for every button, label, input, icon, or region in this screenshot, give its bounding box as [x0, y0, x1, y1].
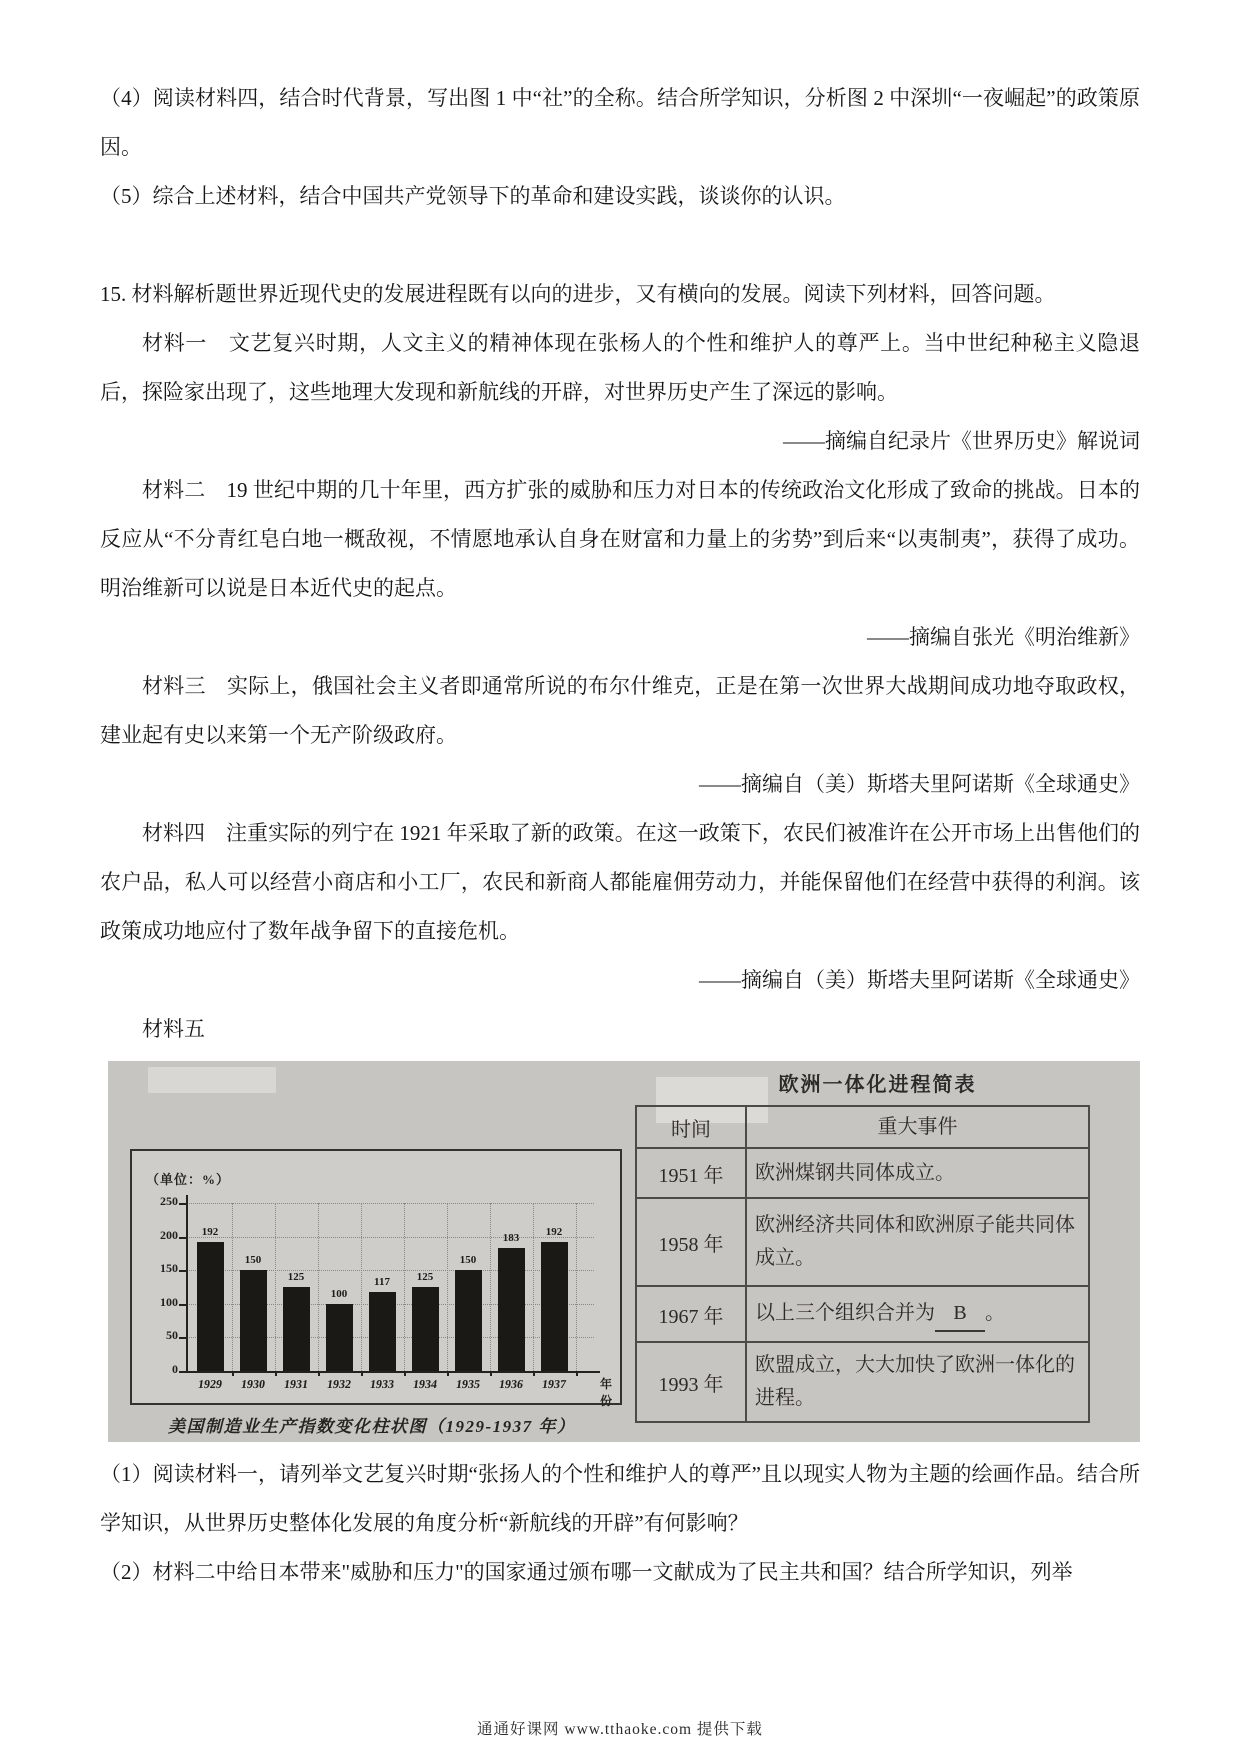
y-axis-line: [186, 1195, 188, 1373]
cell-event: 欧洲煤钢共同体成立。: [746, 1148, 1089, 1198]
y-tick-label: 0: [172, 1362, 178, 1376]
x-tick-label: 1937: [541, 1377, 568, 1391]
table-row: [636, 1148, 1089, 1198]
y-tick-mark: [179, 1337, 186, 1339]
x-tick-label: 1933: [369, 1377, 396, 1391]
bar: [326, 1304, 353, 1371]
cell-time: 1951 年: [636, 1148, 746, 1198]
fill-in-blank-b: B: [935, 1297, 985, 1332]
header-event: 重大事件: [746, 1106, 1089, 1148]
bar: [283, 1287, 310, 1371]
header-time: 时间: [636, 1106, 746, 1148]
question-4-text: （4）阅读材料四，结合时代背景，写出图 1 中“社”的全称。结合所学知识，分析图 2 中深圳“一夜崛起”的政策原因。: [100, 86, 1140, 159]
x-tick-label: 1932: [326, 1377, 353, 1391]
material-5-figure: [108, 1061, 1140, 1442]
chart-plot-area: [132, 1151, 620, 1408]
gridline-vertical: [447, 1203, 448, 1371]
cell-time: 1967 年: [636, 1286, 746, 1342]
question-1-text: （1）阅读材料一，请列举文艺复兴时期“张扬人的个性和维护人的尊严”且以现实人物为主题的绘画作品。结合所学知识，从世界历史整体化发展的角度分析“新航线的开辟”有何影响？: [100, 1462, 1140, 1535]
y-tick-mark: [179, 1304, 186, 1306]
cell-event: [746, 1286, 1089, 1342]
question-5-text: （5）综合上述材料，结合中国共产党领导下的革命和建设实践，谈谈你的认识。: [100, 184, 846, 208]
x-tick-label: 1931: [283, 1377, 310, 1391]
x-axis-title: 年份: [600, 1377, 613, 1408]
x-tick-label: 1935: [455, 1377, 482, 1391]
x-tick-label: 1929: [197, 1377, 224, 1391]
y-tick-label: 200: [160, 1227, 178, 1242]
bar: [197, 1242, 224, 1371]
bar-value-label: 125: [287, 1271, 305, 1283]
bar-value-label: 150: [244, 1254, 262, 1267]
x-tick-label: 1934: [412, 1377, 439, 1391]
gridline-vertical: [275, 1203, 276, 1371]
bar: [412, 1287, 439, 1371]
material-1-source: ——摘编自纪录片《世界历史》解说词: [783, 429, 1140, 453]
question-15-intro: 15. 材料解析题世界近现代史的发展进程既有以向的进步，又有横向的发展。阅读下列材料，回答问题。: [100, 282, 1056, 306]
scan-artifact: [148, 1067, 276, 1093]
bar: [240, 1270, 267, 1371]
material-4-text: 材料四 注重实际的列宁在 1921 年采取了新的政策。在这一政策下，农民们被准许在公开市场上出售他们的农户品，私人可以经营小商店和小工厂，农民和新商人都能雇佣劳动力，并能保留他们在经营中获得的利润。该政策成功地应付了数年战争留下的直接危机。: [100, 821, 1140, 943]
bar-value-label: 192: [545, 1225, 563, 1238]
chart-unit-label: （单位：%）: [146, 1172, 231, 1187]
material-5-label: 材料五: [142, 1017, 205, 1041]
x-axis-line: [182, 1371, 600, 1373]
material-3-text: 材料三 实际上，俄国社会主义者即通常所说的布尔什维克，正是在第一次世界大战期间成功地夺取政权，建业起有史以来第一个无产阶级政府。: [100, 674, 1140, 747]
page-footer: 通通好课网 www.tthaoke.com 提供下载: [477, 1721, 763, 1738]
y-tick-mark: [179, 1237, 186, 1239]
table-header-row: [636, 1106, 1089, 1148]
material-2-text: 材料二 19 世纪中期的几十年里，西方扩张的威胁和压力对日本的传统政治文化形成了致命的挑战。日本的反应从“不分青红皂白地一概敌视，不情愿地承认自身在财富和力量上的劣势”到后来“以夷制夷”，获得了成功。明治维新可以说是日本近代史的起点。: [100, 478, 1140, 600]
events-table: [635, 1105, 1090, 1423]
y-tick-mark: [179, 1203, 186, 1205]
gridline-vertical: [404, 1203, 405, 1371]
event-text-pre: 以上三个组织合并为: [755, 1301, 935, 1324]
gridline-vertical: [232, 1203, 233, 1371]
y-tick-label: 150: [160, 1261, 178, 1276]
gridline-vertical: [490, 1203, 491, 1371]
bar: [498, 1248, 525, 1371]
bar-value-label: 150: [459, 1254, 477, 1267]
gridline-vertical: [576, 1203, 577, 1371]
bar-value-label: 192: [201, 1225, 219, 1238]
material-4-source: ——摘编自（美）斯塔夫里阿诺斯《全球通史》: [699, 968, 1140, 992]
bar: [369, 1292, 396, 1371]
bar-chart: [130, 1149, 622, 1408]
bar: [541, 1242, 568, 1371]
table-title: 欧洲一体化进程简表: [778, 1074, 977, 1096]
cell-event: 欧盟成立，大大加快了欧洲一体化的进程。: [746, 1342, 1089, 1422]
table-row: [636, 1198, 1089, 1286]
y-tick-label: 50: [166, 1328, 178, 1343]
x-tick-label: 1930: [240, 1377, 267, 1391]
chart-caption: 美国制造业生产指数变化柱状图（1929-1937 年）: [168, 1417, 576, 1436]
cell-time: 1993 年: [636, 1342, 746, 1422]
bar: [455, 1270, 482, 1371]
bar-value-label: 100: [330, 1287, 348, 1300]
y-tick-mark: [179, 1270, 186, 1272]
table-row: [636, 1342, 1089, 1422]
bar-value-label: 117: [374, 1276, 390, 1289]
cell-event: 欧洲经济共同体和欧洲原子能共同体成立。: [746, 1198, 1089, 1286]
material-3-source: ——摘编自（美）斯塔夫里阿诺斯《全球通史》: [699, 772, 1140, 796]
table-row: [636, 1286, 1089, 1342]
x-tick-label: 1936: [498, 1377, 525, 1391]
material-1-text: 材料一 文艺复兴时期，人文主义的精神体现在张杨人的个性和维护人的尊严上。当中世纪种秘主义隐退后，探险家出现了，这些地理大发现和新航线的开辟，对世界历史产生了深远的影响。: [100, 331, 1140, 404]
y-tick-label: 250: [160, 1194, 178, 1208]
question-2-text: （2）材料二中给日本带来"威胁和压力"的国家通过颁布哪一文献成为了民主共和国？结合所学知识，列举: [100, 1560, 1073, 1584]
y-tick-label: 100: [160, 1294, 178, 1309]
event-text-post: 。: [985, 1301, 1005, 1324]
bar-value-label: 125: [416, 1271, 434, 1283]
material-2-source: ——摘编自张光《明治维新》: [867, 625, 1140, 649]
cell-time: 1958 年: [636, 1198, 746, 1286]
bar-value-label: 183: [502, 1232, 520, 1245]
